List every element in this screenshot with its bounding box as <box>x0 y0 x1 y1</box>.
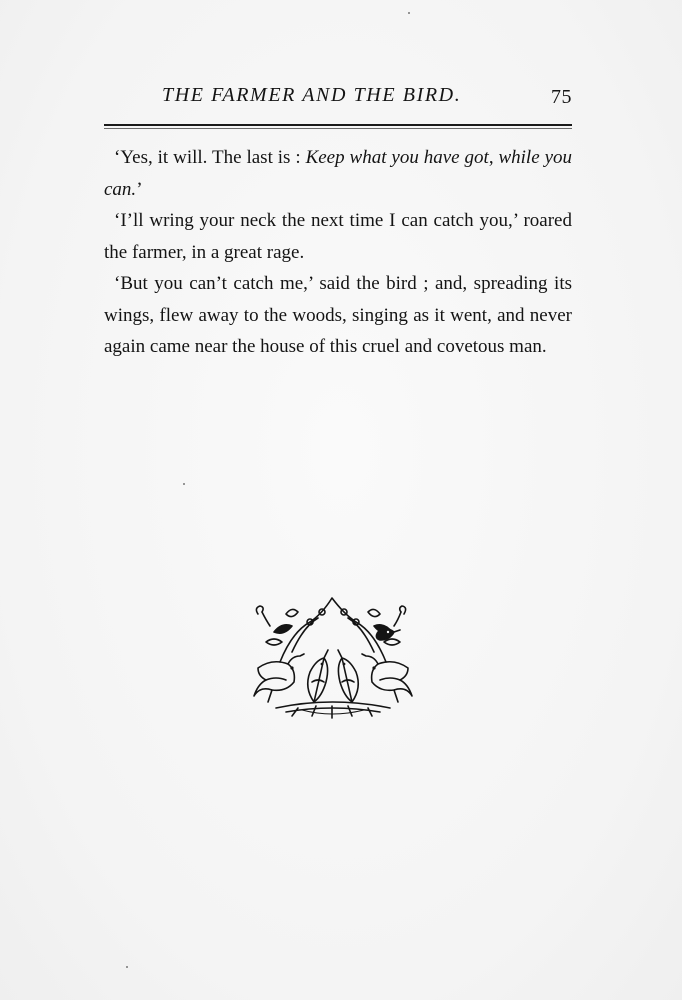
paper-speck <box>183 483 185 485</box>
paper-speck <box>126 966 128 968</box>
text-run-italic: while you can. <box>104 147 572 200</box>
paragraph <box>104 268 572 363</box>
text-run: ‘Yes, it will. The last is : <box>114 147 306 168</box>
text-run: ‘I’ll wring your neck the next time I can catch you,’ roared the farmer, in a great rage. <box>104 210 572 263</box>
text-run: ’ <box>136 178 143 200</box>
paper-speck <box>408 12 410 14</box>
text-run: ‘But you can’t catch me,’ said the bird ; and, spreading its wings, flew away to the woods, singing as it went, and never again came near the house of this cruel and covetous man. <box>104 273 572 357</box>
text-run-italic: Keep what you have got <box>305 147 489 168</box>
body-text <box>104 142 572 363</box>
paragraph <box>104 205 572 268</box>
page-number: 75 <box>551 86 572 108</box>
paragraph <box>104 142 572 205</box>
header-rule-thin <box>104 128 572 129</box>
running-head <box>104 84 572 114</box>
text-run: , <box>488 147 499 168</box>
header-rule <box>104 124 572 126</box>
running-title: THE FARMER AND THE BIRD. <box>162 84 462 106</box>
birds-vignette-icon <box>252 592 414 722</box>
